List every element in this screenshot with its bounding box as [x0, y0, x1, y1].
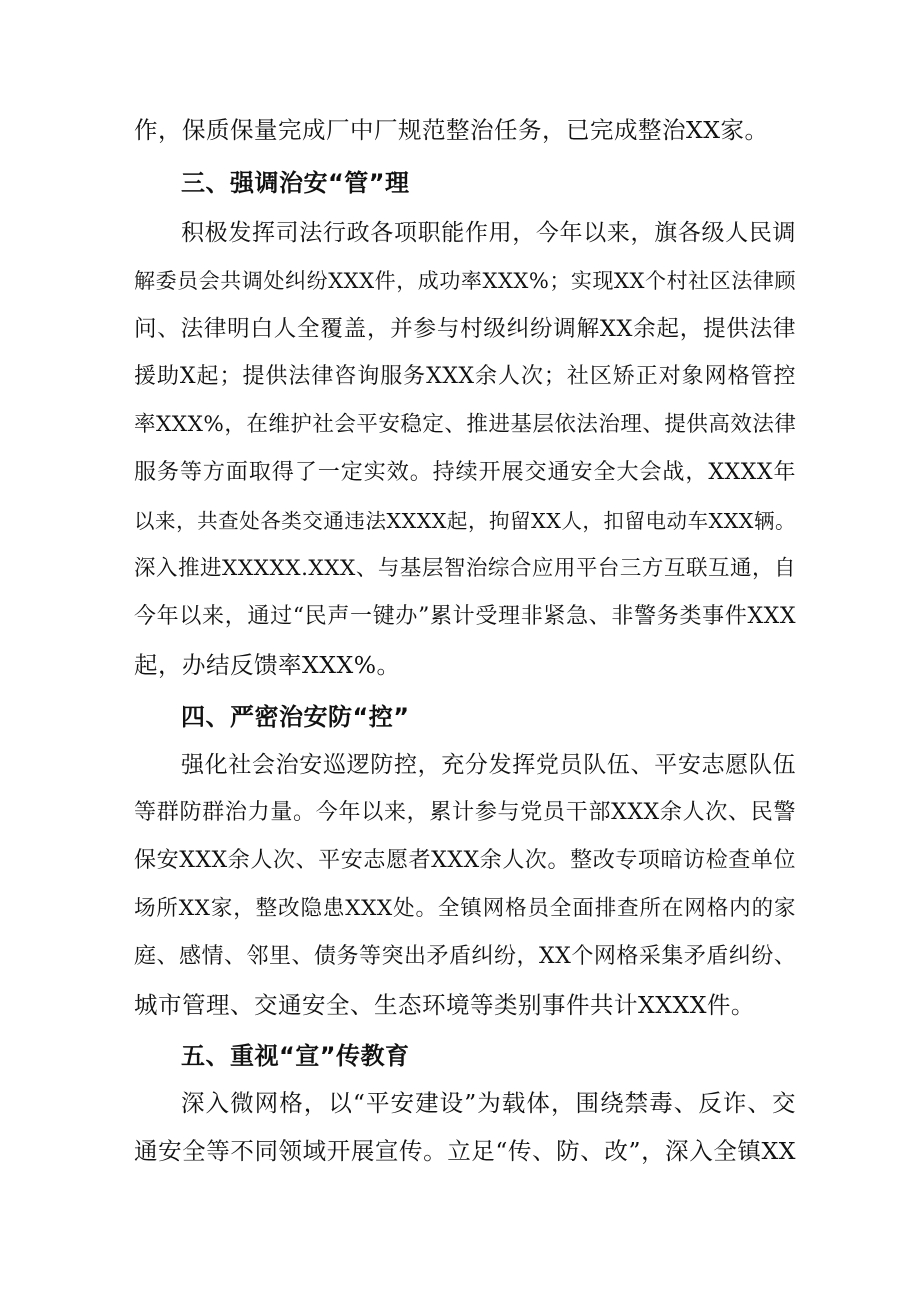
paragraph-line: 问、法律明白人全覆盖，并参与村级纠纷调解XX余起，提供法律 [134, 316, 796, 342]
paragraph-line: 解委员会共调处纠纷XXX件，成功率XXX%；实现XX个村社区法律顾 [134, 269, 796, 293]
section-heading-3: 三、强调治安“管”理 [181, 169, 410, 197]
paragraph-line: 援助X起；提供法律咨询服务XXX余人次；社区矫正对象网格管控 [134, 364, 796, 389]
section-heading-4: 四、严密治安防“控” [181, 703, 410, 731]
paragraph-line: 积极发挥司法行政各项职能作用，今年以来，旗各级人民调 [181, 220, 796, 246]
paragraph-line: 深入微网格，以“平安建设”为载体，围绕禁毒、反诈、交 [181, 1089, 796, 1117]
paragraph-line: 庭、感情、邻里、债务等突出矛盾纠纷，XX个网格采集矛盾纠纷、 [134, 944, 797, 969]
paragraph-line: 强化社会治安巡逻防控，充分发挥党员队伍、平安志愿队伍 [181, 752, 796, 778]
paragraph-line: 作，保质保量完成厂中厂规范整治任务，已完成整治XX家。 [134, 116, 769, 144]
paragraph-line: 服务等方面取得了一定实效。持续开展交通安全大会战，XXXX年 [134, 460, 796, 485]
paragraph-line: 以来，共查处各类交通违法XXXX起，拘留XX人，扣留电动车XXX辆。 [134, 509, 796, 533]
paragraph-line: 城市管理、交通安全、生态环境等类别事件共计XXXX件。 [134, 991, 755, 1019]
paragraph-line: 保安XXX余人次、平安志愿者XXX余人次。整改专项暗访检查单位 [134, 848, 796, 873]
paragraph-line: 通安全等不同领域开展宣传。立足“传、防、改”，深入全镇XX [134, 1137, 796, 1165]
paragraph-line: 场所XX家，整改隐患XXX处。全镇网格员全面排查所在网格内的家 [134, 896, 796, 921]
section-heading-5: 五、重视“宣”传教育 [181, 1042, 410, 1070]
paragraph-line: 起，办结反馈率XXX%。 [134, 651, 401, 679]
paragraph-line: 率XXX%，在维护社会平安稳定、推进基层依法治理、提供高效法律 [134, 412, 797, 437]
paragraph-line: 等群防群治力量。今年以来，累计参与党员干部XXX余人次、民警 [134, 800, 796, 825]
paragraph-line: 深入推进XXXXX.XXX、与基层智治综合应用平台三方互联互通，自 [134, 556, 796, 581]
paragraph-line: 今年以来，通过“民声一键办”累计受理非紧急、非警务类事件XXX [134, 604, 796, 629]
